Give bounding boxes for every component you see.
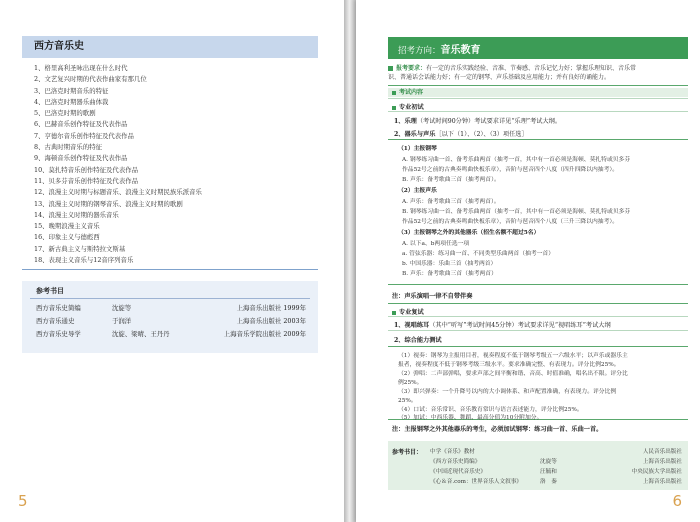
reference-author: 于润洋	[112, 317, 132, 325]
list-item: 10、莫扎特音乐创作特征及代表作品	[34, 165, 138, 174]
references-label: 参考书目：	[392, 449, 423, 456]
test-row: 报者，视奏程度不低于钢琴考级三级水平。要求准确完整、有表现力。评分比例25%。	[398, 362, 620, 368]
topic-list	[34, 63, 314, 266]
list-item: 11、贝多芬音乐创作特征及代表作品	[34, 176, 138, 185]
divider	[388, 111, 688, 112]
list-item: 13、浪漫主义时期的钢琴音乐、浪漫主义时期的歌剧	[34, 199, 183, 208]
list-item: 16、印象主义与德彪西	[34, 233, 100, 242]
reference-publisher: 中央民族大学出版社	[631, 469, 682, 475]
list-item: 9、海顿音乐创作特征及代表作品	[34, 154, 128, 163]
header-prefix: 招考方向：	[398, 46, 441, 56]
square-bullet-icon	[392, 311, 396, 315]
option-row: （3）主报钢琴之外的其他器乐（招生名额不超过5名）	[398, 230, 540, 236]
right-references-box	[388, 441, 688, 490]
list-item: 14、浪漫主义时期的器乐音乐	[34, 210, 119, 219]
reference-title: 《心＆音.com：世界音乐人文叙事》	[430, 479, 522, 485]
option-row: （1）主报钢琴	[398, 146, 437, 152]
list-item: 3、巴洛克时期音乐的特征	[34, 86, 109, 95]
divider	[388, 330, 688, 331]
option-row: 作品52号之前的古典奏鸣曲快板乐章），音阶与琶音四个八度（四升四降以内抽考）。	[402, 167, 619, 173]
divider	[30, 298, 310, 299]
requirements-line: 识、普通话会话能力好；有一定的钢琴、声乐基础及应用能力；并有良好的诵能力。	[388, 74, 611, 82]
vocal-note: 注：声乐演唱一律不自带伴奏	[392, 293, 473, 300]
exam-item-sight-singing: 1、视唱练耳（其中“听写”考试时间45分钟）考试要求详见“视唱练耳”考试大纲	[394, 322, 611, 329]
list-item: 1、格里高利圣咏出现在什么时代	[34, 64, 128, 72]
requirements-label: 报考要求：	[396, 65, 427, 72]
left-section-header	[22, 36, 318, 58]
references-title: 参考书目	[36, 286, 64, 295]
page-number: 5	[18, 492, 28, 510]
page-number: 6	[672, 492, 682, 510]
right-section-header	[388, 37, 688, 59]
reference-author: 沈旋等	[540, 459, 557, 465]
square-bullet-icon	[392, 91, 396, 95]
comprehensive-test-box	[388, 346, 688, 420]
square-bullet-icon	[388, 66, 393, 71]
divider	[388, 316, 688, 317]
reference-publisher: 上海音乐出版社	[642, 459, 682, 465]
book-gutter	[344, 0, 356, 522]
exam-item-theory: 1、乐理（考试时间90分钟）考试要求详见“乐理”考试大纲。	[394, 118, 562, 125]
initial-exam-label: 专业初试	[392, 102, 424, 111]
test-row: 例25%。	[398, 380, 423, 386]
list-item: 15、晚期浪漫主义音乐	[34, 222, 100, 231]
list-item: 7、亨德尔音乐创作特征及代表作品	[34, 131, 134, 140]
left-references-box	[22, 281, 318, 353]
header-title: 音乐教育	[440, 45, 481, 56]
reference-title: 《中国近现代音乐史》	[430, 469, 486, 475]
exam-item-instrument-vocal: 2、器乐与声乐［以下（1）、（2）、（3）项任选］	[394, 131, 528, 138]
reference-publisher: 人民音乐出版社	[642, 449, 682, 455]
test-row: （2）弹唱：二声部弹唱，要求声部之间平衡和谐、音高、时值准确，唱名出不限。评分比	[398, 371, 628, 377]
exam-item-comprehensive: 2、综合能力测试	[394, 337, 442, 344]
reference-title: 《西方音乐史简编》	[430, 459, 481, 465]
test-row: （3）即兴弹奏：一个升降号以内的大小调体系、和声配置准确，有表现力。评分比例	[398, 389, 617, 395]
reference-author: 沈旋等	[112, 304, 132, 312]
divider	[22, 269, 318, 270]
test-row: （4）口试：音乐常识、音乐教育常识与语言表述能力，评分比例25%。	[398, 407, 583, 413]
reference-title: 西方音乐通史	[36, 317, 75, 325]
retest-label: 专业复试	[392, 307, 424, 316]
option-row: A. 钢琴练习曲一首、备考乐曲两首（抽考一首，其中有一首必须是海顿、莫扎特或贝多芬	[402, 157, 631, 163]
divider	[388, 303, 688, 304]
option-row: A. 声乐：备考歌曲三首（抽考两首）。	[402, 199, 500, 205]
option-row: a. 管弦乐器：练习曲一首、不同类型乐曲两首（抽考一首）	[402, 251, 555, 257]
reference-publisher: 上海音乐出版社 1999年	[236, 304, 306, 312]
reference-title: 西方音乐史导学	[36, 330, 81, 338]
reference-publisher: 上海音乐出版社 2003年	[236, 317, 306, 325]
left-page	[0, 0, 344, 522]
piano-note: 注：主报钢琴之外其他器乐的考生，必须加试钢琴：练习曲一首、乐曲一首。	[392, 426, 603, 433]
reference-author: 沈旋、梁晴、王丹丹	[112, 330, 170, 338]
reference-publisher: 上海音乐出版社	[642, 479, 682, 485]
list-item: 8、古典时期音乐的特征	[34, 143, 102, 152]
list-item: 6、巴赫音乐创作特征及代表作品	[34, 120, 128, 129]
square-bullet-icon	[392, 106, 396, 110]
instrument-options-box	[388, 139, 688, 285]
list-item: 2、文艺复兴时期的代表作曲家有那几位	[34, 75, 147, 84]
option-row: A. 以下a、b两项任选一项	[402, 241, 470, 247]
reference-title: 西方音乐史简编	[36, 304, 81, 312]
exam-content-bar	[388, 88, 688, 97]
reference-author: 汪毓和	[540, 469, 557, 475]
option-row: 作品52号之前的古典奏鸣曲快板乐章），音阶与琶音四个八度（三升三降以内抽考）。	[402, 219, 619, 225]
option-row: （2）主报声乐	[398, 188, 437, 194]
test-row: （5）加试：中西乐器、舞蹈、最高分值为10分附加分。	[398, 415, 543, 421]
requirements-text	[388, 64, 688, 82]
divider	[388, 98, 688, 99]
option-row: B. 声乐：备考歌曲三首（抽考两首）。	[402, 177, 500, 183]
list-item: 4、巴洛克时期器乐曲体裁	[34, 97, 109, 106]
reference-author: 洛 秦	[540, 479, 557, 485]
list-item: 18、表现主义音乐与12音序列音乐	[34, 256, 134, 265]
option-row: B. 钢琴练习曲一首、备考乐曲两首（抽考一首，其中有一首必须是海顿、莫扎特或贝多芬	[402, 209, 631, 215]
test-row: 25%。	[398, 398, 417, 404]
divider	[388, 85, 688, 86]
list-item: 12、浪漫主义时期与标题音乐、浪漫主义时期民族乐派音乐	[34, 188, 202, 197]
list-item: 17、新古典主义与斯特拉文斯基	[34, 244, 126, 253]
option-row: B. 声乐：备考歌曲三首（抽考两首）	[402, 271, 497, 277]
requirements-line: 有一定的音乐实践经验、音准、节奏感、音乐记忆力好；掌握乐理知识、音乐常	[426, 65, 637, 72]
exam-content-label: 考试内容	[399, 89, 424, 96]
test-row: （1）视奏：钢琴为主报用目者，视奏程度不低于钢琴考级五一六级水平；以声乐或器乐主	[398, 353, 628, 359]
left-section-title: 西方音乐史	[34, 41, 84, 52]
reference-publisher: 上海音乐学院出版社 2009年	[223, 330, 306, 338]
right-page	[356, 0, 700, 522]
list-item: 5、巴洛克时期的歌剧	[34, 109, 96, 118]
option-row: b. 中国乐器：乐曲三首（抽考两首）	[402, 261, 497, 267]
reference-title: 中学《音乐》教材	[430, 449, 475, 455]
